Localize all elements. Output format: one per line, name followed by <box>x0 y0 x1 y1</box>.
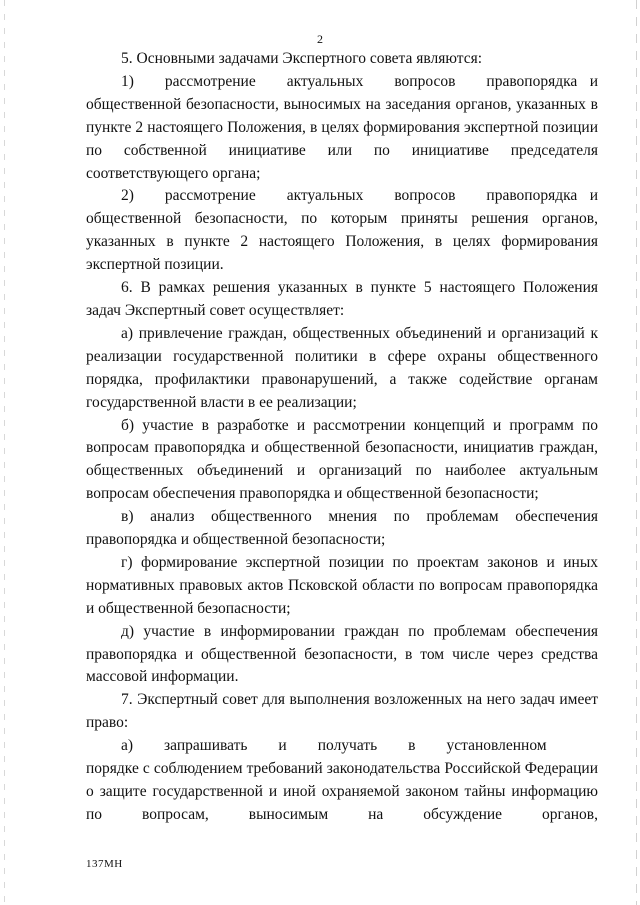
page-number: 2 <box>317 32 323 46</box>
paragraph-6-item-v: в) анализ общественного мнения по проблемам обеспечения правопорядка и общественной безопасности; <box>86 508 598 549</box>
document-code: 137МН <box>86 858 123 870</box>
paragraph-7-item-a: а) запрашивать и получать в установленном порядке с соблюдением требований законодательства Российской Федерации о защите государственной и иной охраняемой законом тайны информацию по вопросам, выносимым на обсуждение органов, <box>86 737 598 823</box>
paragraph-5-heading: 5. Основными задачами Экспертного совета являются: <box>121 50 483 67</box>
document-body <box>86 48 598 827</box>
scan-edge-left <box>4 0 5 905</box>
paragraph-5-item-2: 2) рассмотрение актуальных вопросов правопорядка и общественной безопасности, по которым приняты решения органов, указанных в пункте 2 настоящего Положения, в целях формирования экспертной позиции. <box>86 187 598 274</box>
paragraph-6-heading: 6. В рамках решения указанных в пункте 5 настоящего Положения задач Экспертный совет осуществляет: <box>86 279 598 319</box>
paragraph-6-item-b: б) участие в разработке и рассмотрении концепций и программ по вопросам правопорядка и общественной безопасности, инициатив граждан, общественных объединений и организаций по наиболее актуальным вопросам обеспечения правопорядка и общественной безопасности; <box>86 416 598 503</box>
paragraph-6-item-d: д) участие в информировании граждан по проблемам обеспечения правопорядка и общественной безопасности, в том числе через средства массовой информации. <box>86 622 598 686</box>
paragraph-5-item-1: 1) рассмотрение актуальных вопросов правопорядка и общественной безопасности, выносимых на заседания органов, указанных в пункте 2 настоящего Положения, в целях формирования экспертной позиции по собственной инициативе или по инициативе председателя соответствующего органа; <box>86 72 598 182</box>
scan-edge-right <box>636 0 637 905</box>
paragraph-6-item-a: а) привлечение граждан, общественных объединений и организаций к реализации государственной политики в сфере охраны общественного порядка, профилактики правонарушений, а также содействие органам государственной власти в ее реализации; <box>86 324 598 411</box>
paragraph-6-item-g: г) формирование экспертной позиции по проектам законов и иных нормативных правовых актов Псковской области по вопросам правопорядка и общественной безопасности; <box>86 553 598 617</box>
paragraph-7-heading: 7. Экспертный совет для выполнения возложенных на него задач имеет право: <box>86 691 598 732</box>
